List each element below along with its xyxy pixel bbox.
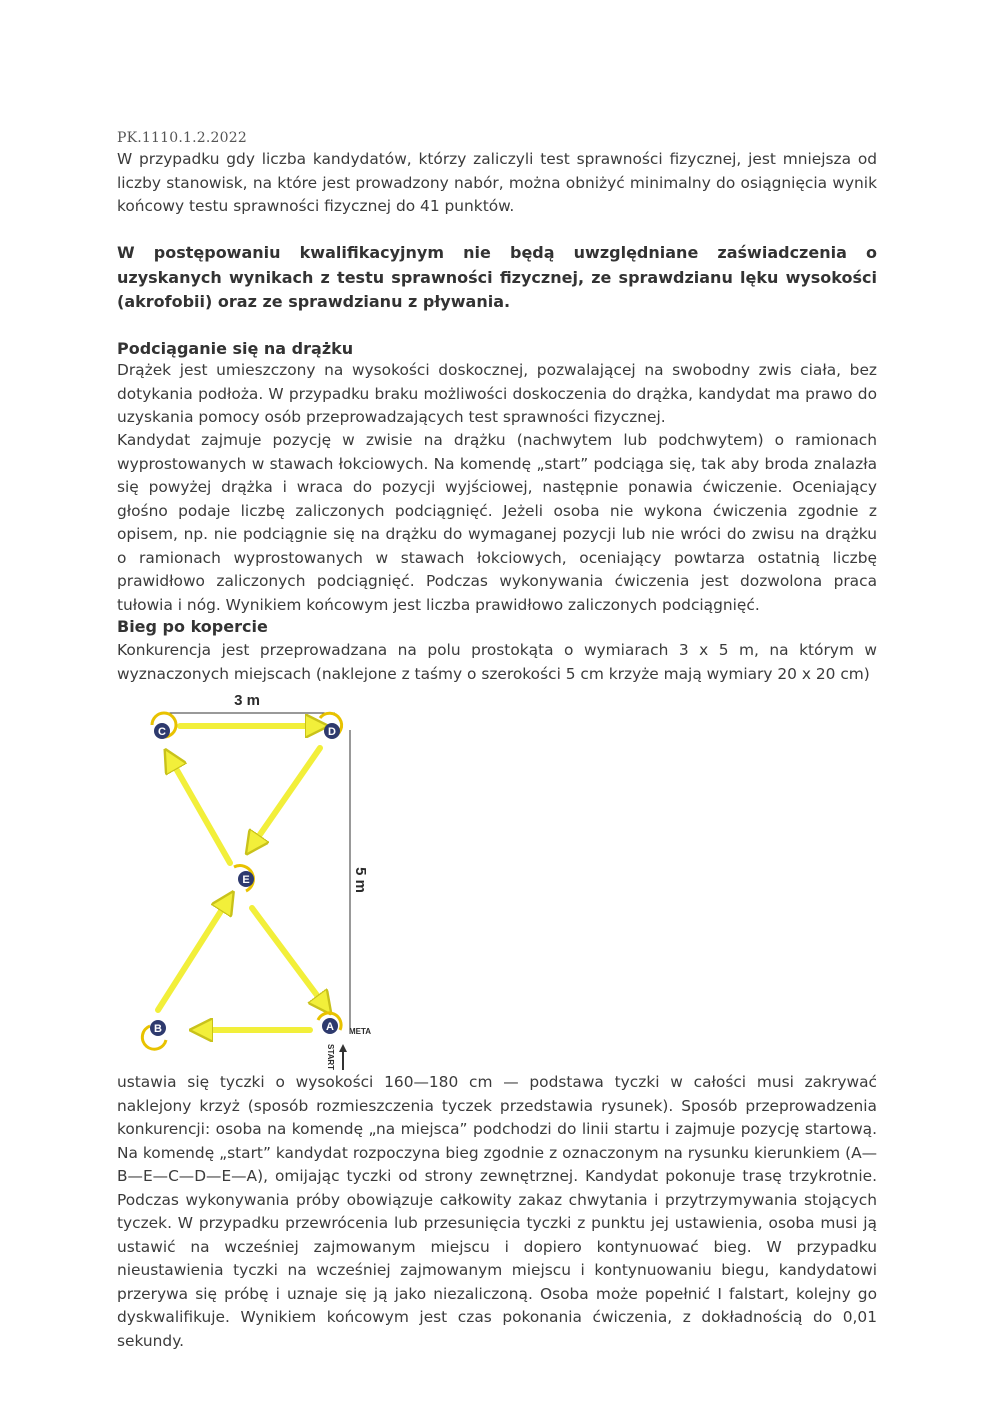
run-heading: Bieg po kopercie [117, 617, 268, 636]
point-b [150, 1020, 166, 1036]
start-arrow [339, 1044, 347, 1070]
notice-paragraph: W postępowaniu kwalifikacyjnym nie będą uwzględniane zaświadczenia o uzyskanych wynikach z testu sprawności fizycznej, ze sprawdzianu lęku wysokości (akrofobii) oraz ze sprawdzianu z pływania. [117, 243, 877, 311]
pullup-paragraph-1: Drążek jest umieszczony na wysokości doskocznej, pozwalającej na swobodny zwis ciała, bez dotykania podłoża. W przypadku braku możliwości doskoczenia do drążka, kandydat ma prawo do uzyskania pomocy osób przeprowadzających test sprawności fizycznej. [117, 361, 877, 426]
height-dimension-label: 5 m [352, 867, 369, 893]
pullup-heading: Podciąganie się na drążku [117, 339, 354, 358]
meta-label: META [349, 1027, 372, 1036]
svg-text:D: D [328, 726, 336, 738]
run-paragraph-2: ustawia się tyczki o wysokości 160—180 cm — podstawa tyczki w całości musi zakrywać naklejony krzyż (sposób rozmieszczenia tyczek przedstawia rysunek). Sposób przeprowadzenia konkurencji: osoba na komendę „na miejsca” podchodzi do linii startu i zajmuje pozycję startową. Na komendę „start” kandydat rozpoczyna bieg zgodnie z oznaczonym na rysunku kierunkiem (A—B—E—C—D—E—A), omijając tyczki od strony zewnętrznej. Kandydat pokonuje trasę trzykrotnie. Podczas wykonywania próby obowiązuje całkowity zakaz chwytania i przytrzymywania stojących tyczek. W przypadku przewrócenia lub przesunięcia tyczki z punktu jej ustawienia, osoba musi ją ustawić na wcześniej zajmowanym miejscu i dopiero kontynuować bieg. W przypadku nieustawienia tyczki na wcześniej zajmowanym miejscu i kontynuowaniu biegu, kandydatowi przerywa się próbę i uznaje się ją jako niezaliczoną. Osoba może popełnić I falstart, kolejny go dyskwalifikuje. Wynikiem końcowym jest czas pokonania ćwiczenia, z dokładnością do 0,01 sekundy. [117, 1073, 877, 1350]
document-reference: PK.1110.1.2.2022 [117, 130, 247, 146]
arrow-b-to-e [158, 900, 228, 1010]
pullup-paragraph-2: Kandydat zajmuje pozycję w zwisie na drążku (nachwytem lub podchwytem) o ramionach wyprostowanych w stawach łokciowych. Na komendę „start” podciąga się, tak aby broda znalazła się powyżej drążka i wraca do pozycji wyjściowej, następnie ponawia ćwiczenie. Oceniający głośno podaje liczbę zaliczonych podciągnięć. Jeżeli osoba nie wykona ćwiczenia zgodnie z opisem, np. nie podciągnie się na drążku do wymaganej pozycji lub nie wróci do zwisu na drążku o ramionach wyprostowanych w stawach łokciowych, oceniający powtarza ostatnią liczbę prawidłowo zaliczonych podciągnięć. Podczas wykonywania ćwiczenia jest dozwolona praca tułowia i nóg. Wynikiem końcowym jest liczba prawidłowo zaliczonych podciągnięć. [117, 431, 877, 614]
svg-text:E: E [242, 874, 250, 886]
point-a [322, 1018, 338, 1034]
arrow-e-to-c [170, 758, 230, 863]
width-dimension-label: 3 m [234, 692, 260, 709]
intro-paragraph: W przypadku gdy liczba kandydatów, którzy zaliczyli test sprawności fizycznej, jest mniejsza od liczby stanowisk, na które jest prowadzony nabór, można obniżyć minimalny do osiągnięcia wynik końcowy testu sprawności fizycznej do 41 punktów. [117, 150, 877, 215]
start-label: START [326, 1044, 335, 1071]
arrow-e-to-a [252, 908, 325, 1006]
point-d [324, 723, 340, 739]
svg-text:C: C [158, 726, 166, 738]
svg-text:A: A [326, 1021, 334, 1033]
svg-text:B: B [154, 1023, 162, 1035]
point-c [154, 723, 170, 739]
point-e [238, 871, 254, 887]
envelope-run-diagram [130, 688, 380, 1078]
arrow-d-to-e [252, 748, 320, 846]
run-paragraph-1: Konkurencja jest przeprowadzana na polu prostokąta o wymiarach 3 x 5 m, na którym w wyznaczonych miejscach (naklejone z taśmy o szerokości 5 cm krzyże mają wymiary 20 x 20 cm) [117, 641, 877, 683]
